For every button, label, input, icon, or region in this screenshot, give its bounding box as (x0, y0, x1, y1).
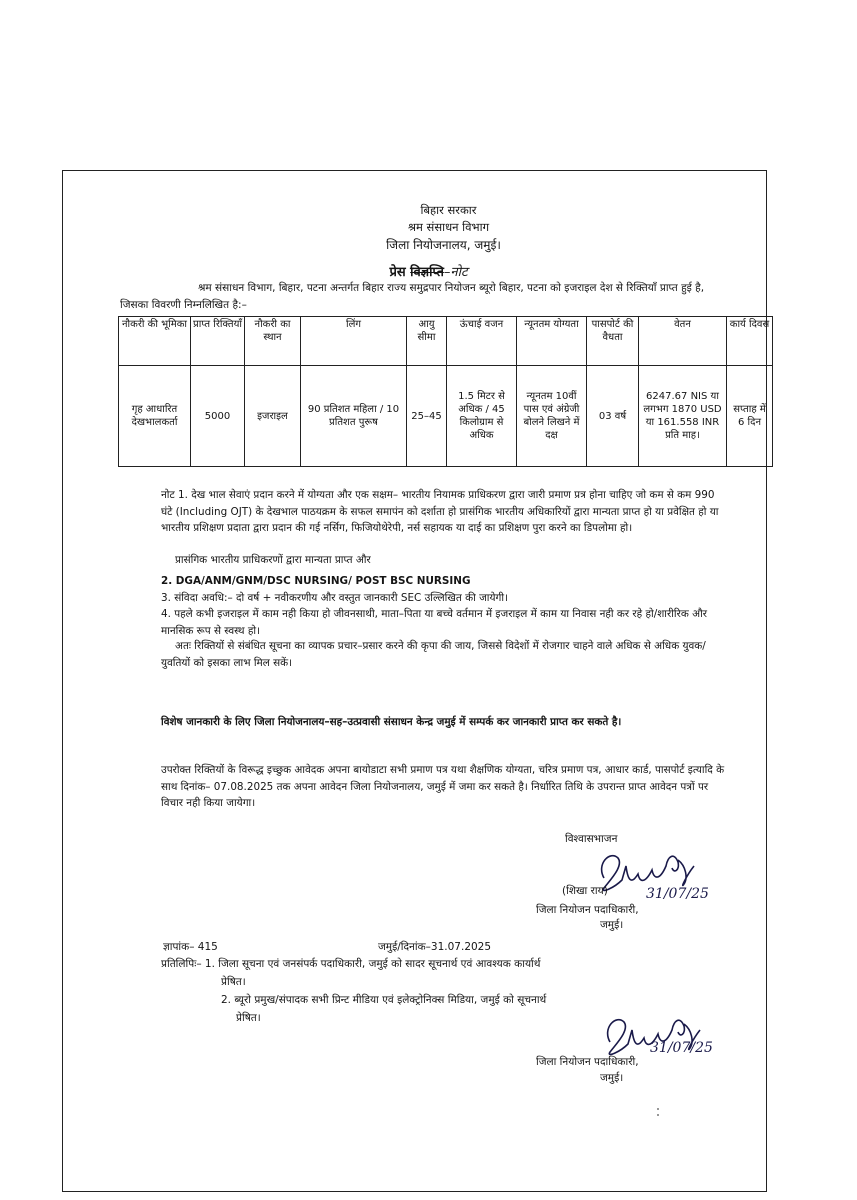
scan-speck (657, 1108, 659, 1110)
title-prefix: प्रेस (389, 265, 411, 280)
page-title (0, 262, 857, 280)
table-header-cell: लिंग (301, 317, 407, 366)
copy-to-item-1 (161, 956, 701, 972)
officer-place: जमुई। (600, 919, 624, 931)
table-cell: गृह आधारित देखभालकर्ता (119, 366, 191, 467)
copy-to-item-1-line2: प्रेषित। (221, 976, 246, 988)
table-cell: 25–45 (407, 366, 447, 467)
note-4: 4. पहले कभी इजराइल में काम नही किया हो जीवनसाथी, माता–पिता या बच्चे वर्तमान में इजराइल में काम या निवास नही कर रहे हो/शारीरिक और मानसिक रूप से स्वस्थ हो। (161, 608, 707, 637)
note-1: नोट 1. देख भाल सेवाएं प्रदान करने में योग्यता और एक सक्षम– भारतीय नियामक प्राधिकरण द्वारा जारी प्रमाण प्रत्र होना चाहिए जो कम से कम 990 घंटे (Including OJT) के देखभाल पाठयक्रम के सफल समापंन को दर्शाता हो प्रासंगिक भारतीय अधिकारियों द्वारा मान्यता प्राप्त हो या प्रवेक्षित हो या भारतीय प्रशिक्षण प्रदाता द्वारा प्रदान की गई नर्सिग, फिजियोथेरेपी, नर्स सहायक या दाई का प्रशिक्षण पुरा करने का डिपलोमा हो। (161, 489, 719, 534)
copy-to-item-2-line2: प्रेषित। (236, 1012, 261, 1024)
table-header-cell: ऊंचाई वजन (447, 317, 517, 366)
table-row (119, 366, 773, 467)
table-cell: 1.5 मिटर से अधिक / 45 किलोग्राम से अधिक (447, 366, 517, 467)
note-1-continuation: प्रासंगिक भारतीय प्राधिकरणों द्वारा मान्यता प्राप्त और (175, 554, 371, 566)
copy-to-item-1-line1: 1. जिला सूचना एवं जनसंपर्क पदाधिकारी, जमुई को सादर सूचनार्थ एवं आवश्यक कार्यार्थ (204, 958, 541, 970)
special-info-text: विशेष जानकारी के लिए जिला नियोजनालय–सह–उत्प्रवासी संसाधन केन्द्र जमुई में सम्पर्क कर जानकारी प्राप्त कर सकते है। (161, 716, 622, 728)
table-header-row (119, 317, 773, 366)
intro-paragraph: श्रम संसाधन विभाग, बिहार, पटना अन्तर्गत बिहार राज्य समुद्रपार नियोजन ब्यूरो बिहार, पटना को इजराइल देश से रिक्तियाँ प्राप्त हुई है, जिसका विवरणी निम्नलिखित है:– (120, 282, 705, 311)
application-paragraph: उपरोक्त रिक्तियों के विरूद्ध इच्छुक आवेदक अपना बायोडाटा सभी प्रमाण पत्र यथा शैक्षणिक योग्यता, चरित्र प्रमाण पत्र, आधार कार्ड, पासपोर्ट इत्यादि के साथ दिनांक– 07.08.2025 तक अपना आवेदन जिला नियोजनालय, जमुई में जमा कर सकते है। निर्धारित तिथि के उपरान्त प्राप्त आवेदन पत्रों पर विचार नही किया जायेगा। (161, 764, 725, 809)
header-office: जिला नियोजनालय, जमुई। (386, 238, 501, 252)
closing-salutation: विश्वासभाजन (565, 833, 618, 845)
table-cell: इजराइल (245, 366, 301, 467)
table-header-cell: पासपोर्ट की वैधता (587, 317, 639, 366)
table-cell: 5000 (191, 366, 245, 467)
note-3: 3. संविदा अवधि:– दो वर्ष + नवीकरणीय और वस्तुत जानकारी SEC उल्लिखित की जायेगी। (161, 592, 508, 604)
title-handwritten-correction: –नोट (443, 265, 468, 280)
officer-place-2: जमुई। (600, 1072, 624, 1084)
table-cell: न्यूनतम 10वीं पास एवं अंग्रेजी बोलने लिखने में दक्ष (517, 366, 587, 467)
copy-to-label: प्रतिलिपिः– (161, 958, 202, 970)
vacancy-table (118, 316, 773, 467)
title-struck-word: विज्ञप्ति (410, 265, 444, 280)
officer-designation: जिला नियोजन पदाधिकारी, (536, 904, 639, 916)
table-cell: 90 प्रतिशत महिला / 10 प्रतिशत पुरूष (301, 366, 407, 467)
table-header-cell: प्राप्त रिक्तियाँ (191, 317, 245, 366)
signature-1-date: 31/07/25 (646, 886, 709, 902)
memo-number: ज्ञापांक– 415 (163, 941, 218, 953)
table-header-cell: कार्य दिवस (727, 317, 773, 366)
officer-name: (शिखा राय) (562, 885, 608, 897)
header-government: बिहार सरकार (420, 203, 477, 217)
table-header-cell: आयु सीमा (407, 317, 447, 366)
table-cell: सप्ताह में 6 दिन (727, 366, 773, 467)
table-cell: 03 वर्ष (587, 366, 639, 467)
copy-to-item-2-line1: 2. ब्यूरो प्रमुख/संपादक सभी प्रिन्ट मीडिया एवं इलेक्ट्रोनिक्स मिडिया, जमुई को सूचनार्थ (221, 994, 547, 1006)
table-header-cell: वेतन (639, 317, 727, 366)
table-cell: 6247.67 NIS या लगभग 1870 USD या 161.558 INR प्रति माह। (639, 366, 727, 467)
header-department: श्रम संसाधन विभाग (407, 220, 490, 234)
special-info-paragraph (161, 714, 727, 731)
memo-date: जमुई/दिनांक–31.07.2025 (378, 941, 492, 953)
table-header-cell: नौकरी की भूमिका (119, 317, 191, 366)
table-header-cell: न्यूनतम योग्यता (517, 317, 587, 366)
signature-2-date: 31/07/25 (650, 1040, 713, 1056)
table-header-cell: नौकरी का स्थान (245, 317, 301, 366)
note-2: 2. DGA/ANM/GNM/DSC NURSING/ POST BSC NURSING (161, 575, 471, 587)
scan-speck (657, 1114, 659, 1116)
publicity-request: अतः रिक्तियों से संबंधित सूचना का व्यापक प्रचार–प्रसार करने की कृपा की जाय, जिससे विदेशों में रोजगार चाहने वाले अधिक से अधिक युवक/युवतियों को इसका लाभ मिल सकें। (161, 640, 706, 669)
officer-designation-2: जिला नियोजन पदाधिकारी, (536, 1056, 639, 1068)
